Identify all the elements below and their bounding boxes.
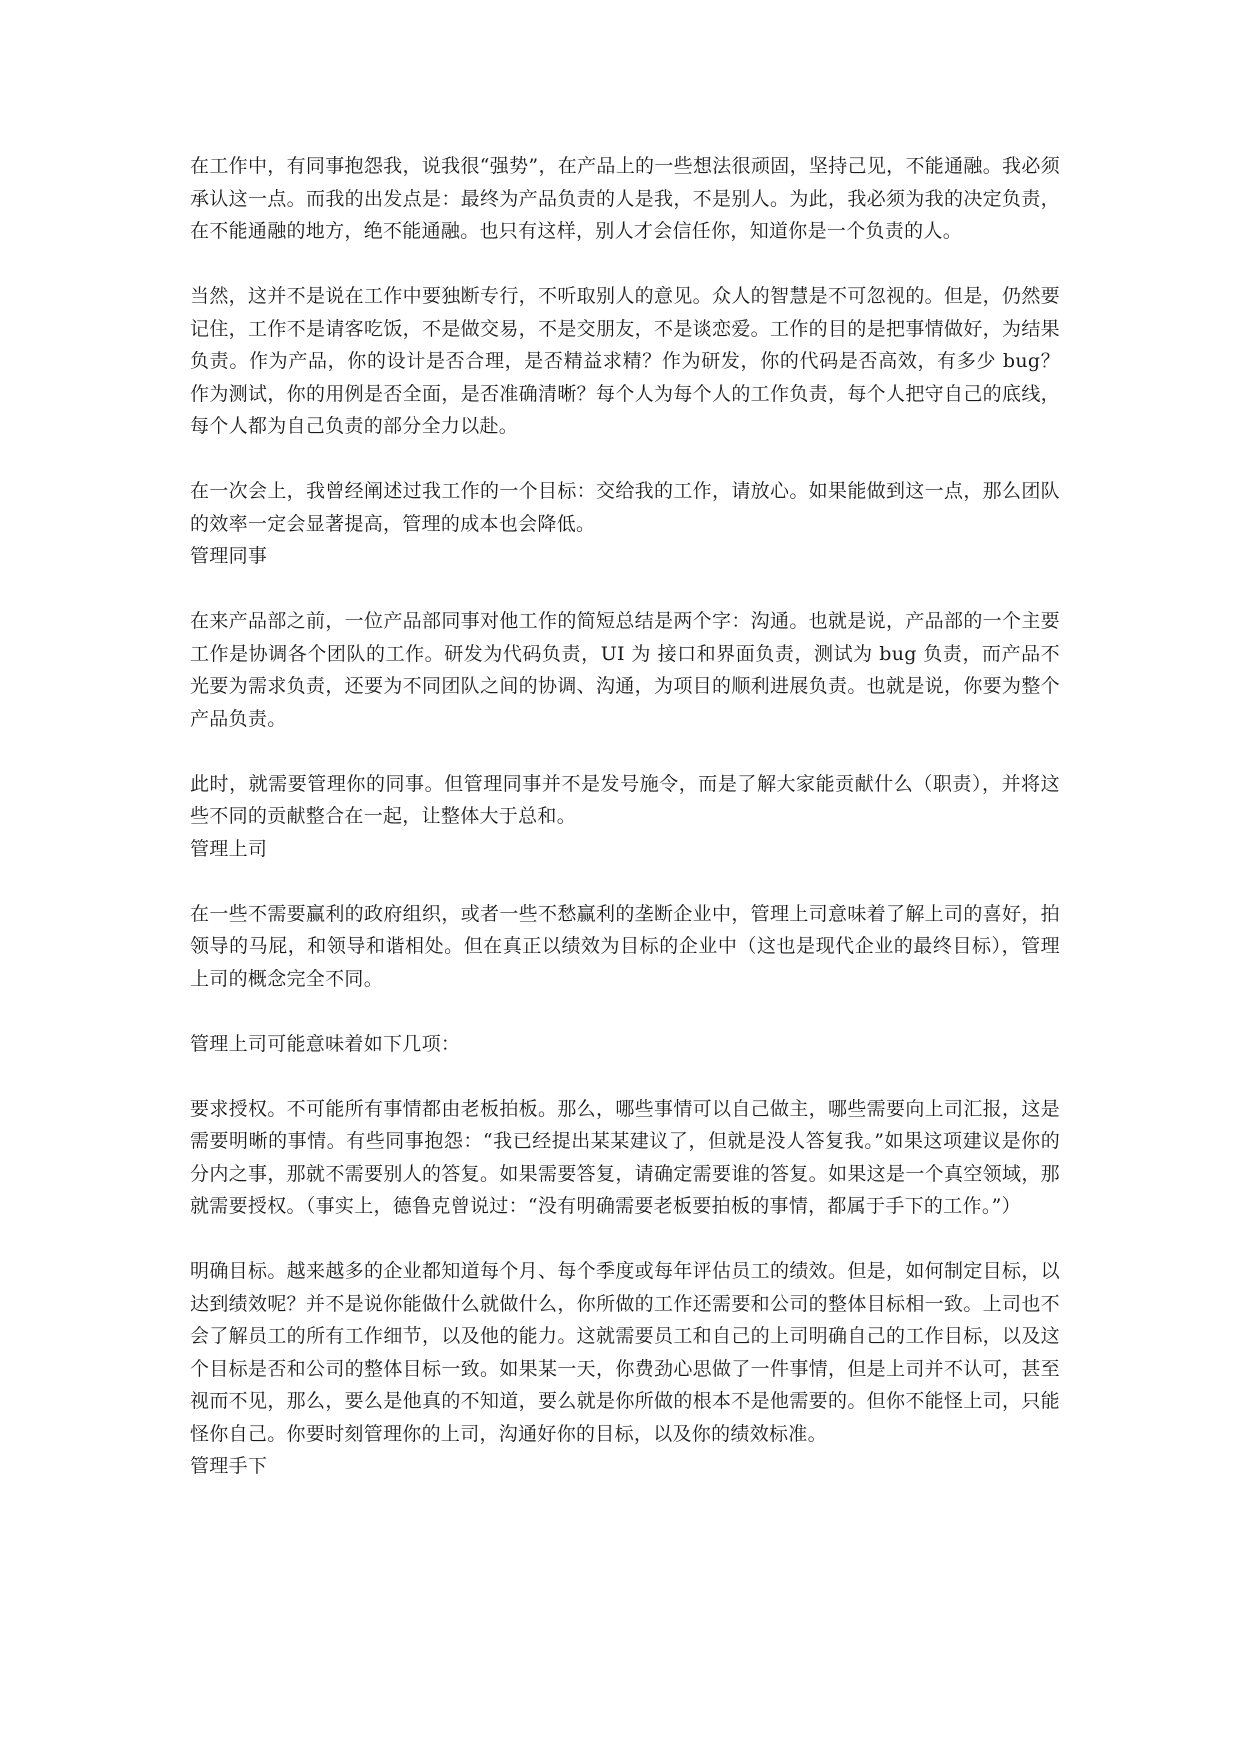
paragraph-gap <box>190 995 1060 1028</box>
paragraph-8: 要求授权。不可能所有事情都由老板拍板。那么，哪些事情可以自己做主，哪些需要向上司汇报，这是需要明晰的事情。有些同事抱怨：“我已经提出某某建议了，但就是没人答复我。”如果这项建议是你的分内之事，那就不需要别人的答复。如果需要答复，请确定需要谁的答复。如果这是一个真空领域，那就需要授权。（事实上，德鲁克曾说过：“没有明确需要老板要拍板的事情，都属于手下的工作。”） <box>190 1097 1060 1217</box>
paragraph-7: 管理上司可能意味着如下几项： <box>190 1032 461 1055</box>
paragraph-9: 明确目标。越来越多的企业都知道每个月、每个季度或每年评估员工的绩效。但是，如何制定目标，以达到绩效呢？并不是说你能做什么就做什么，你所做的工作还需要和公司的整体目标相一致。上司也不会了解员工的所有工作细节，以及他的能力。这就需要员工和自己的上司明确自己的工作目标，以及这个目标是否和公司的整体目标一致。如果某一天，你费劲心思做了一件事情，但是上司并不认可，甚至视而不见，那么，要么是他真的不知道，要么就是你所做的根本不是他需要的。但你不能怪上司，只能怪你自己。你要时刻管理你的上司，沟通好你的目标，以及你的绩效标准。 <box>190 1260 1060 1445</box>
paragraph-6: 在一些不需要赢利的政府组织，或者一些不愁赢利的垄断企业中，管理上司意味着了解上司的喜好，拍领导的马屁，和领导和谐相处。但在真正以绩效为目标的企业中（这也是现代企业的最终目标），管理上司的概念完全不同。 <box>190 902 1060 990</box>
paragraph-2: 当然，这并不是说在工作中要独断专行，不听取别人的意见。众人的智慧是不可忽视的。但是，仍然要记住，工作不是请客吃饭，不是做交易，不是交朋友，不是谈恋爱。工作的目的是把事情做好，为结果负责。作为产品，你的设计是否合理，是否精益求精？作为研发，你的代码是否高效，有多少 bug？作为测试，你的用例是否全面，是否准确清晰？每个人为每个人的工作负责，每个人把守自己的底线，每个人都为自己负责的部分全力以赴。 <box>190 285 1060 437</box>
section-heading-boss: 管理上司 <box>190 837 268 860</box>
paragraph-gap <box>190 1060 1060 1093</box>
paragraph-1: 在工作中，有同事抱怨我，说我很“强势”，在产品上的一些想法很顽固，坚持己见，不能通融。我必须承认这一点。而我的出发点是：最终为产品负责的人是我，不是别人。为此，我必须为我的决定负责，在不能通融的地方，绝不能通融。也只有这样，别人才会信任你，知道你是一个负责的人。 <box>190 155 1060 242</box>
paragraph-gap <box>190 865 1060 898</box>
section-heading-subordinates: 管理手下 <box>190 1455 268 1477</box>
paragraph-4: 在来产品部之前，一位产品部同事对他工作的简短总结是两个字：沟通。也就是说，产品部的一个主要工作是协调各个团队的工作。研发为代码负责，UI 为 接口和界面负责，测试为 bug 负责，而产品不光要为需求负责，还要为不同团队之间的协调、沟通，为项目的顺利进展负责。也就是说，你要为整个产品负责。 <box>190 610 1060 730</box>
paragraph-3: 在一次会上，我曾经阐述过我工作的一个目标：交给我的工作，请放心。如果能做到这一点，那么团队的效率一定会显著提高，管理的成本也会降低。 <box>190 480 1060 535</box>
paragraph-gap <box>190 1223 1060 1256</box>
document-page <box>190 150 1060 1483</box>
paragraph-gap <box>190 735 1060 768</box>
paragraph-gap <box>190 248 1060 281</box>
paragraph-5: 此时，就需要管理你的同事。但管理同事并不是发号施令，而是了解大家能贡献什么（职责），并将这些不同的贡献整合在一起，让整体大于总和。 <box>190 772 1060 827</box>
section-heading-colleagues: 管理同事 <box>190 545 268 567</box>
paragraph-gap <box>190 573 1060 606</box>
paragraph-gap <box>190 443 1060 476</box>
